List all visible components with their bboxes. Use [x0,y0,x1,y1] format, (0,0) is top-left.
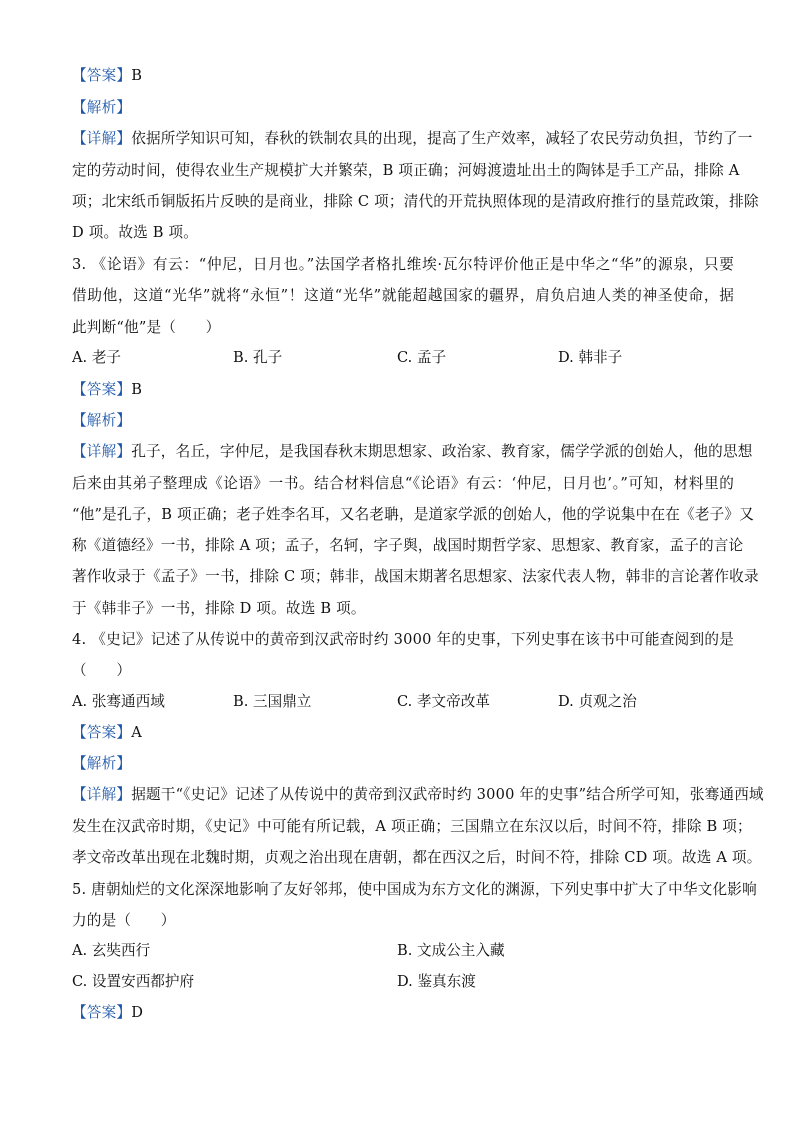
analysis-tag: 【解析】 [72,99,132,116]
answer-tag: 【答案】 [72,1004,132,1021]
answer-value: B [131,381,143,398]
detail-line: 【详解】孔子，名丘，字仲尼，是我国春秋末期思想家、政治家、教育家，儒学学派的创始人，他的思想 [72,443,753,460]
option-c: C. 设置安西都护府 [72,973,195,990]
answer-line [72,723,734,743]
answer-tag: 【答案】 [72,67,132,84]
detail-tag: 【详解】 [72,443,132,460]
detail-line: 【详解】据题干“《史记》记述了从传说中的黄帝到汉武帝时约 3000 年的史事”结合所学可知，张骞通西域 [72,786,764,803]
detail-line: 于《韩非子》一书，排除 D 项。故选 B 项。 [72,600,366,617]
option-b: B. 孔子 [233,349,283,366]
option-b: B. 文成公主入藏 [397,942,505,959]
detail-line: 称《道德经》一书，排除 A 项；孟子，名轲，字子舆，战国时期哲学家、思想家、教育家，孟子的言论 [72,537,744,554]
answer-line [72,1003,734,1023]
option-d: D. 贞观之治 [558,693,637,710]
answer-value: B [131,67,143,84]
answer-tag: 【答案】 [72,381,132,398]
detail-tag: 【详解】 [72,130,132,147]
detail-line: 【详解】依据所学知识可知，春秋的铁制农具的出现，提高了生产效率，减轻了农民劳动负担，节约了一 [72,130,753,147]
question-stem: 3. 《论语》有云：“仲尼，日月也。”法国学者格扎维埃·瓦尔特评价他正是中华之“华”的源泉，只要 [72,256,734,273]
question-stem: 力的是（ ） [72,912,176,929]
answer-value: D [131,1004,144,1021]
options-row [72,941,722,961]
option-d: D. 鉴真东渡 [397,973,476,990]
options-row [72,692,722,712]
question-stem: 4. 《史记》记述了从传说中的黄帝到汉武帝时约 3000 年的史事，下列史事在该书中可能查阅到的是 [72,631,734,648]
answer-value: A [131,724,142,741]
detail-line: D 项。故选 B 项。 [72,224,199,241]
detail-tag: 【详解】 [72,786,132,803]
answer-tag: 【答案】 [72,724,132,741]
answer-line [72,66,734,86]
question-stem: 借助他，这道“光华”就将“永恒”！这道“光华”就能超越国家的疆界，肩负启迪人类的神圣使命，据 [72,287,734,304]
option-a: A. 玄奘西行 [72,942,151,959]
option-a: A. 张骞通西域 [72,693,165,710]
option-b: B. 三国鼎立 [233,693,312,710]
question-stem: 此判断“他”是（ ） [72,319,221,336]
detail-line: 孝文帝改革出现在北魏时期，贞观之治出现在唐朝，都在西汉之后，时间不符，排除 CD 项。故选 A 项。 [72,849,762,866]
detail-line: “他”是孔子，B 项正确；老子姓李名耳，又名老聃，是道家学派的创始人，他的学说集中在在《老子》又 [72,506,755,523]
option-c: C. 孝文帝改革 [397,693,490,710]
options-row [72,348,722,368]
option-d: D. 韩非子 [558,349,623,366]
detail-line: 定的劳动时间，使得农业生产规模扩大并繁荣，B 项正确；河姆渡遗址出土的陶钵是手工产品，排除 A [72,162,740,179]
detail-line: 后来由其弟子整理成《论语》一书。结合材料信息“《论语》有云：‘仲尼，日月也’。”可知，材料里的 [72,475,734,492]
question-stem: 5. 唐朝灿烂的文化深深地影响了友好邻邦，使中国成为东方文化的渊源，下列史事中扩大了中华文化影响 [72,881,757,898]
analysis-tag: 【解析】 [72,755,132,772]
options-row [72,972,722,992]
detail-line: 发生在汉武帝时期，《史记》中可能有所记载，A 项正确；三国鼎立在东汉以后，时间不符，排除 B 项； [72,818,752,835]
option-a: A. 老子 [72,349,122,366]
detail-line: 项；北宋纸币铜版拓片反映的是商业，排除 C 项；清代的开荒执照体现的是清政府推行的垦荒政策，排除 [72,193,759,210]
question-stem: （ ） [72,662,132,679]
answer-line [72,380,734,400]
option-c: C. 孟子 [397,349,447,366]
detail-line: 著作收录于《孟子》一书，排除 C 项；韩非，战国末期著名思想家、法家代表人物，韩非的言论著作收录 [72,568,759,585]
analysis-tag: 【解析】 [72,412,132,429]
